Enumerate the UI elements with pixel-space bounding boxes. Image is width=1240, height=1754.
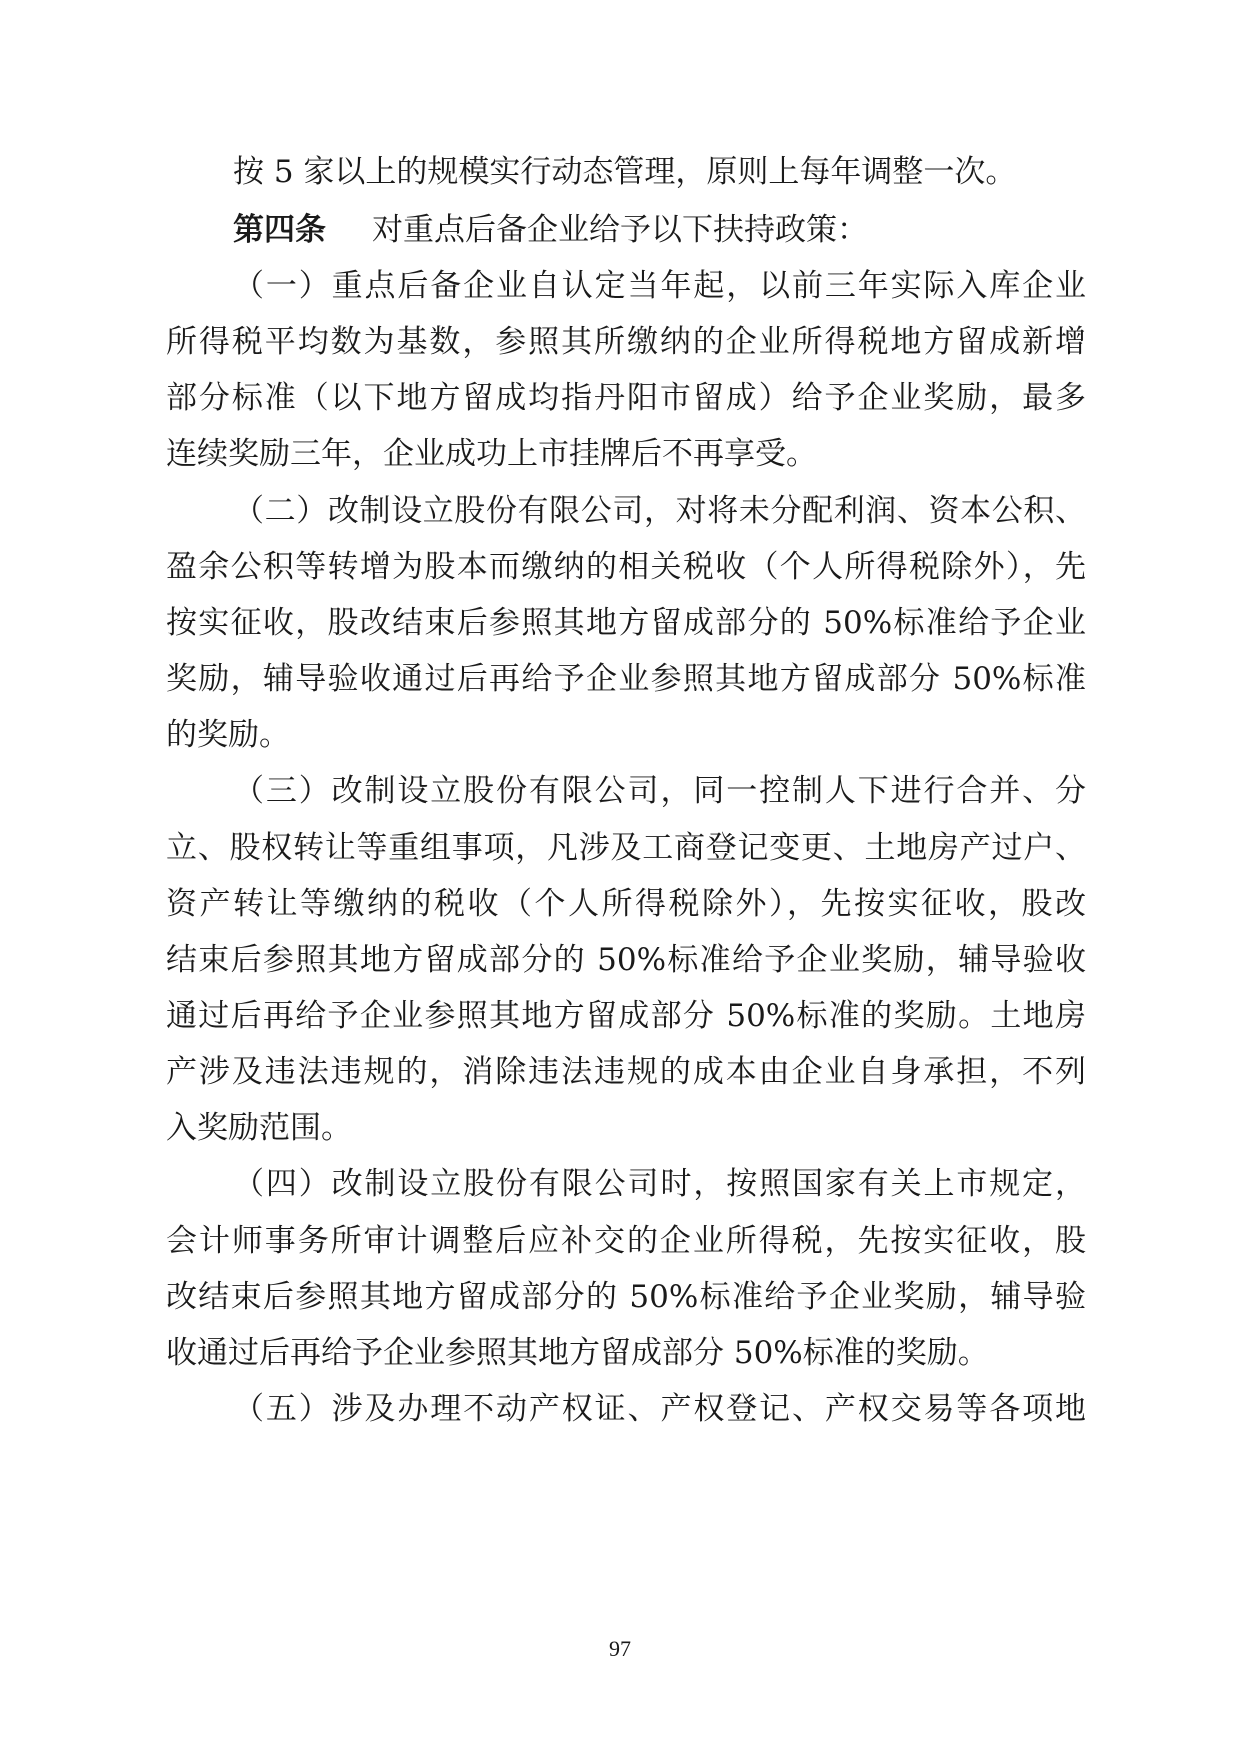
text-line: 产涉及违法违规的，消除违法违规的成本由企业自身承担，不列 xyxy=(166,1054,1086,1090)
text-line: （一）重点后备企业自认定当年起，以前三年实际入库企业 xyxy=(233,268,1086,304)
text-line: 部分标准（以下地方留成均指丹阳市留成）给予企业奖励，最多 xyxy=(166,380,1086,416)
text-line: 收通过后再给予企业参照其地方留成部分 50%标准的奖励。 xyxy=(166,1335,989,1371)
text-line: 入奖励范围。 xyxy=(166,1110,352,1146)
text-line: 盈余公积等转增为股本而缴纳的相关税收（个人所得税除外），先 xyxy=(166,549,1086,585)
text-line: 按 5 家以上的规模实行动态管理，原则上每年调整一次。 xyxy=(233,154,1017,190)
article-heading xyxy=(233,210,1086,250)
text-line: 的奖励。 xyxy=(166,717,290,753)
page-number: 97 xyxy=(609,1636,631,1661)
text-line: （五）涉及办理不动产权证、产权登记、产权交易等各项地 xyxy=(233,1391,1086,1427)
text-line: 按实征收，股改结束后参照其地方留成部分的 50%标准给予企业 xyxy=(166,605,1086,641)
text-line: 资产转让等缴纳的税收（个人所得税除外），先按实征收，股改 xyxy=(166,886,1086,922)
text-line: 所得税平均数为基数，参照其所缴纳的企业所得税地方留成新增 xyxy=(166,324,1086,360)
text-line: 连续奖励三年，企业成功上市挂牌后不再享受。 xyxy=(166,436,817,472)
text-line: （二）改制设立股份有限公司，对将未分配利润、资本公积、 xyxy=(233,493,1086,529)
article-title: 对重点后备企业给予以下扶持政策： xyxy=(372,212,868,248)
article-number: 第四条 xyxy=(233,212,326,248)
text-line: 改结束后参照其地方留成部分的 50%标准给予企业奖励，辅导验 xyxy=(166,1279,1086,1315)
text-line: 奖励，辅导验收通过后再给予企业参照其地方留成部分 50%标准 xyxy=(166,661,1086,697)
text-line: （四）改制设立股份有限公司时，按照国家有关上市规定， xyxy=(233,1166,1086,1202)
text-line: （三）改制设立股份有限公司，同一控制人下进行合并、分 xyxy=(233,773,1086,809)
text-line: 会计师事务所审计调整后应补交的企业所得税，先按实征收，股 xyxy=(166,1223,1086,1259)
text-line: 结束后参照其地方留成部分的 50%标准给予企业奖励，辅导验收 xyxy=(166,942,1086,978)
text-line: 立、股权转让等重组事项，凡涉及工商登记变更、土地房产过户、 xyxy=(166,830,1086,866)
text-line: 通过后再给予企业参照其地方留成部分 50%标准的奖励。土地房 xyxy=(166,998,1086,1034)
